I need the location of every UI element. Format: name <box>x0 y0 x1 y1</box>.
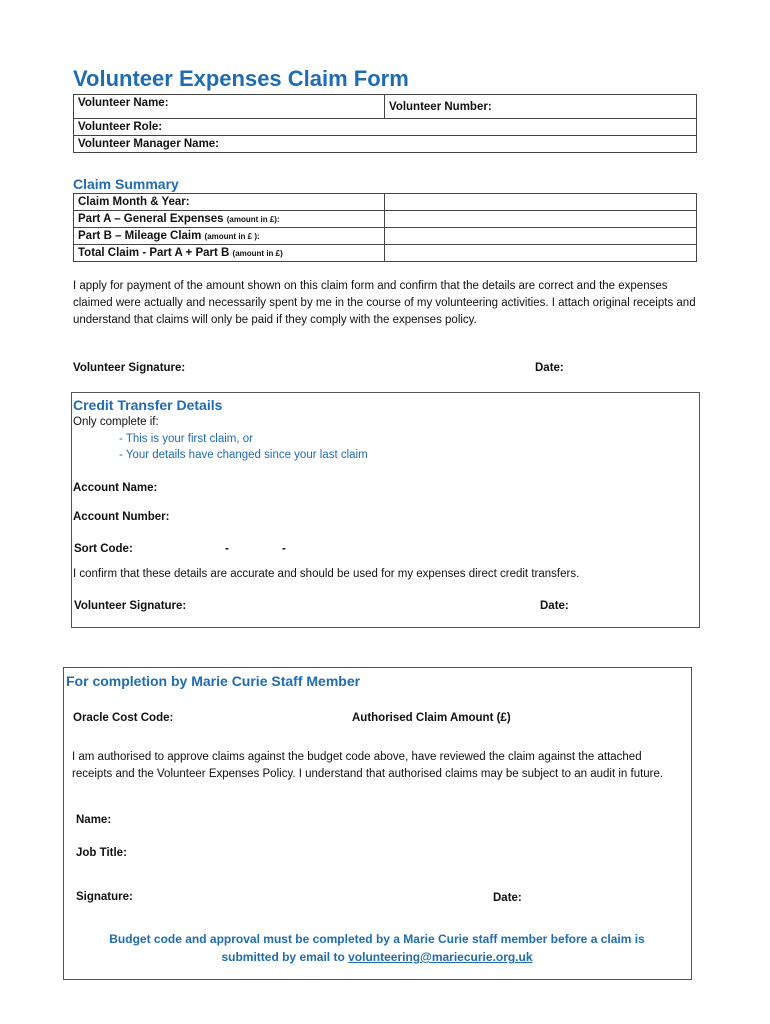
total-claim-label: Total Claim - Part A + Part B (amount in £) <box>74 245 385 262</box>
part-b-label: Part B – Mileage Claim (amount in £ ): <box>74 228 385 245</box>
sort-code-separator: - <box>282 543 286 555</box>
only-complete-text: Only complete if: <box>73 416 159 428</box>
authorised-amount-label: Authorised Claim Amount (£) <box>352 712 511 724</box>
staff-section-heading: For completion by Marie Curie Staff Member <box>66 673 361 689</box>
volunteer-number-field[interactable]: Volunteer Number: <box>385 95 697 119</box>
staff-date-label: Date: <box>493 892 522 904</box>
credit-signature-label: Volunteer Signature: <box>74 600 187 612</box>
claim-month-label: Claim Month & Year: <box>74 194 385 211</box>
staff-signature-label: Signature: <box>76 891 133 903</box>
sort-code-label: Sort Code: <box>74 543 133 555</box>
condition-first-claim: - This is your first claim, or <box>119 433 253 445</box>
page-title: Volunteer Expenses Claim Form <box>73 66 409 91</box>
job-title-label: Job Title: <box>76 847 127 859</box>
declaration-date-label: Date: <box>535 362 564 374</box>
volunteer-signature-label: Volunteer Signature: <box>73 362 186 374</box>
volunteer-manager-field[interactable]: Volunteer Manager Name: <box>74 136 697 153</box>
part-b-input[interactable] <box>385 228 697 245</box>
account-number-label: Account Number: <box>73 511 170 523</box>
claim-month-input[interactable] <box>385 194 697 211</box>
part-a-label: Part A – General Expenses (amount in £): <box>74 211 385 228</box>
credit-transfer-heading: Credit Transfer Details <box>73 397 223 413</box>
oracle-cost-code-label: Oracle Cost Code: <box>73 712 174 724</box>
claim-summary-table <box>73 193 697 262</box>
total-claim-input[interactable] <box>385 245 697 262</box>
volunteer-details-table <box>73 94 697 153</box>
account-name-label: Account Name: <box>73 482 158 494</box>
credit-transfer-box <box>71 392 700 628</box>
volunteer-role-field[interactable]: Volunteer Role: <box>74 119 697 136</box>
condition-details-changed: - Your details have changed since your last claim <box>119 449 368 461</box>
volunteer-name-field[interactable]: Volunteer Name: <box>74 95 385 119</box>
claim-summary-heading: Claim Summary <box>73 176 179 192</box>
confirm-details-text: I confirm that these details are accurate and should be used for my expenses direct credit transfers. <box>73 568 580 580</box>
sort-code-separator: - <box>225 543 229 555</box>
staff-name-label: Name: <box>76 814 112 826</box>
email-link[interactable]: volunteering@mariecurie.org.uk <box>348 950 533 964</box>
submission-note <box>64 930 690 966</box>
declaration-text: I apply for payment of the amount shown on this claim form and confirm that the details are correct and the expenses claimed were actually and necessarily spent by me in the course of my volunteering activities. I attach original receipts and understand that claims will only be paid if they comply with the expenses policy. <box>73 280 696 326</box>
submission-note-line2: submitted by email to volunteering@mariecurie.org.uk <box>221 950 533 964</box>
submission-note-line1: Budget code and approval must be completed by a Marie Curie staff member before a claim is <box>109 932 645 946</box>
part-a-input[interactable] <box>385 211 697 228</box>
authorisation-text: I am authorised to approve claims against the budget code above, have reviewed the claim against the attached receipts and the Volunteer Expenses Policy. I understand that authorised claims may be subject to an audit in future. <box>72 751 664 780</box>
credit-date-label: Date: <box>540 600 569 612</box>
